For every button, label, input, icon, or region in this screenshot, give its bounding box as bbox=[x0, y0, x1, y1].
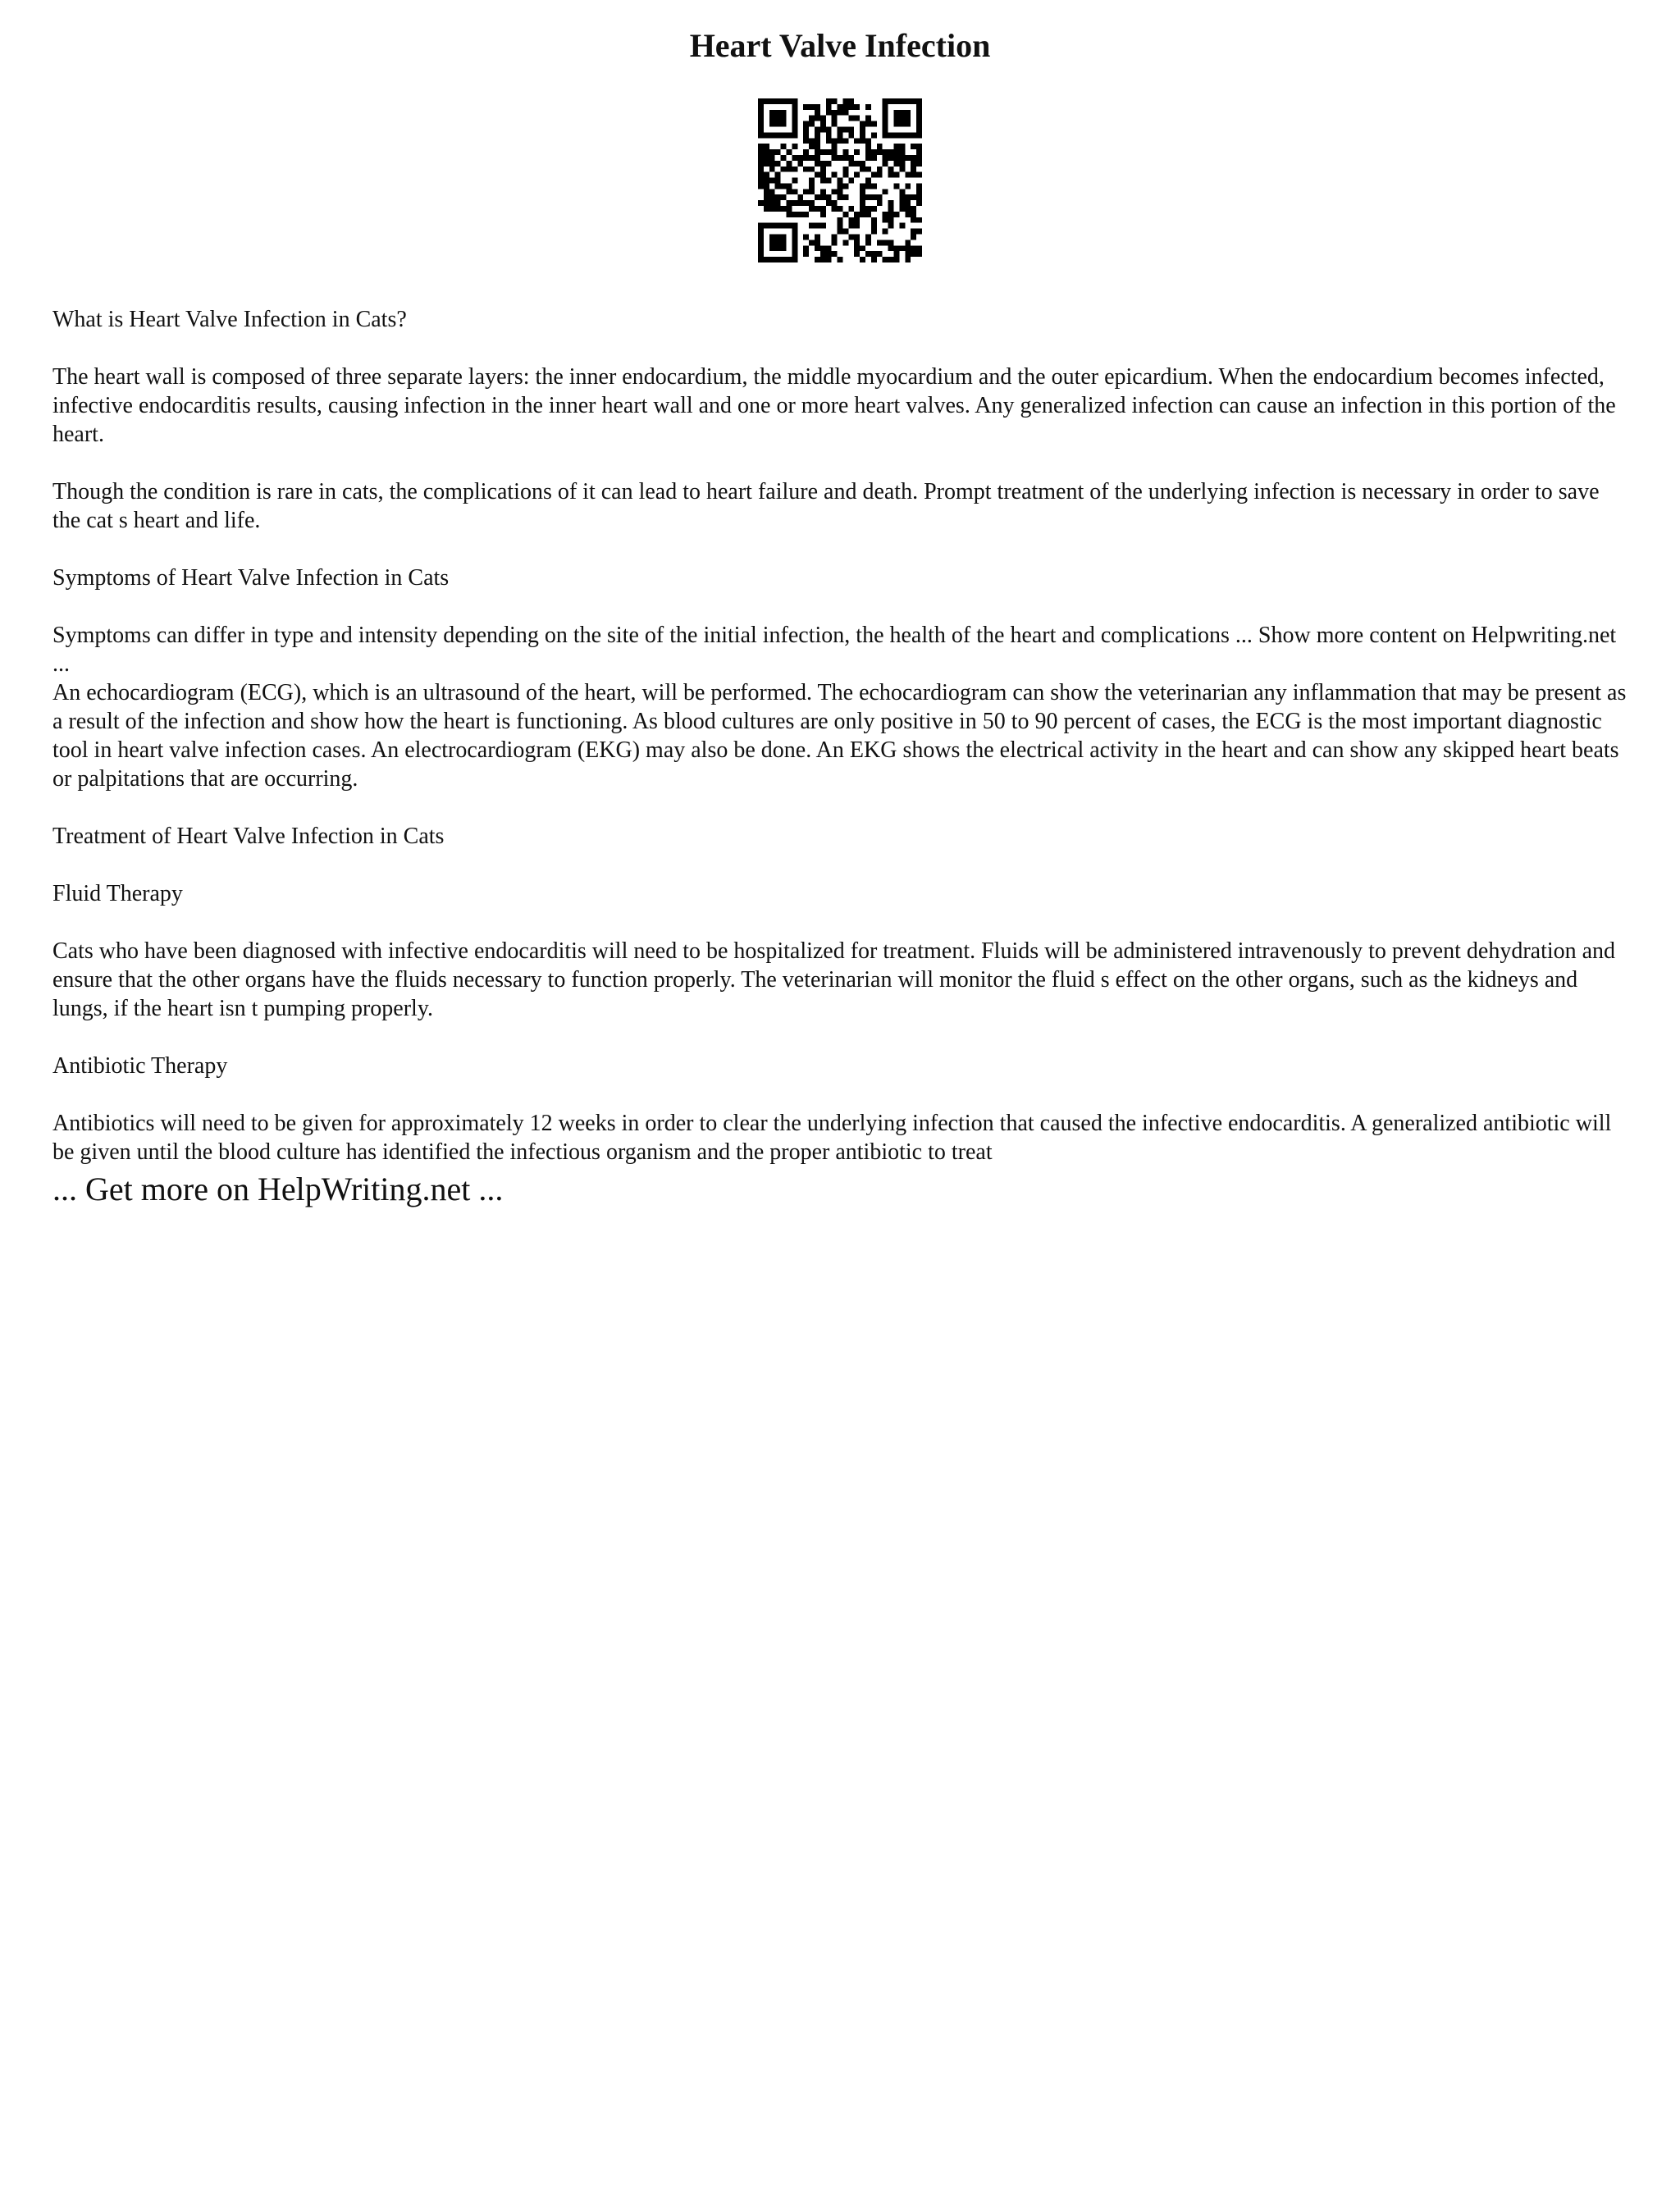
article-body bbox=[52, 305, 1628, 1166]
section-heading-symptoms: Symptoms of Heart Valve Infection in Cats bbox=[52, 565, 450, 591]
paragraph-echocardiogram: An echocardiogram (ECG), which is an ultrasound of the heart, will be performed. The echocardiogram can show the veterinarian any inflammation that may be present as a result of the infection and show how the heart is functioning. As blood cultures are only positive in 50 to 90 percent of cases, the ECG is the most important diagnostic tool in heart valve infection cases. An electrocardiogram (EKG) may also be done. An EKG shows the electrical activity in the heart and can show any skipped heart beats or palpitations that are occurring. bbox=[52, 680, 1627, 792]
page-title: Heart Valve Infection bbox=[689, 27, 991, 64]
get-more-link[interactable]: ... Get more on HelpWriting.net ... bbox=[52, 1171, 504, 1207]
section-heading-treatment: Treatment of Heart Valve Infection in Cats bbox=[52, 824, 445, 849]
paragraph-heart-wall: The heart wall is composed of three separate layers: the inner endocardium, the middle myocardium and the outer epicardium. When the endocardium becomes infected, infective endocarditis results, causing infection in the inner heart wall and one or more heart valves. Any generalized infection can cause an infection in this portion of the heart. bbox=[52, 364, 1616, 447]
paragraph-rare-condition: Though the condition is rare in cats, the complications of it can lead to heart failure and death. Prompt treatment of the underlying infection is necessary in order to save the cat s heart and life. bbox=[52, 479, 1600, 533]
section-heading-what-is: What is Heart Valve Infection in Cats? bbox=[52, 307, 407, 332]
paragraph-antibiotic-therapy: Antibiotics will need to be given for approximately 12 weeks in order to clear the underlying infection that caused the infective endocarditis. A generalized antibiotic will be given until the blood culture has identified the infectious organism and the proper antibiotic to treat bbox=[52, 1111, 1612, 1165]
qr-code-icon bbox=[758, 98, 922, 262]
paragraph-symptoms: Symptoms can differ in type and intensity depending on the site of the initial infection, the health of the heart and complications ... Show more content on Helpwriting.net ... bbox=[52, 623, 1617, 677]
qr-code-container bbox=[52, 98, 1628, 262]
document-page bbox=[0, 26, 1680, 2200]
paragraph-fluid-therapy: Cats who have been diagnosed with infective endocarditis will need to be hospitalized for treatment. Fluids will be administered intravenously to prevent dehydration and ensure that the other organs have the fluids necessary to function properly. The veterinarian will monitor the fluid s effect on the other organs, such as the kidneys and lungs, if the heart isn t pumping properly. bbox=[52, 938, 1616, 1021]
subheading-fluid-therapy: Fluid Therapy bbox=[52, 881, 183, 906]
subheading-antibiotic-therapy: Antibiotic Therapy bbox=[52, 1053, 228, 1079]
